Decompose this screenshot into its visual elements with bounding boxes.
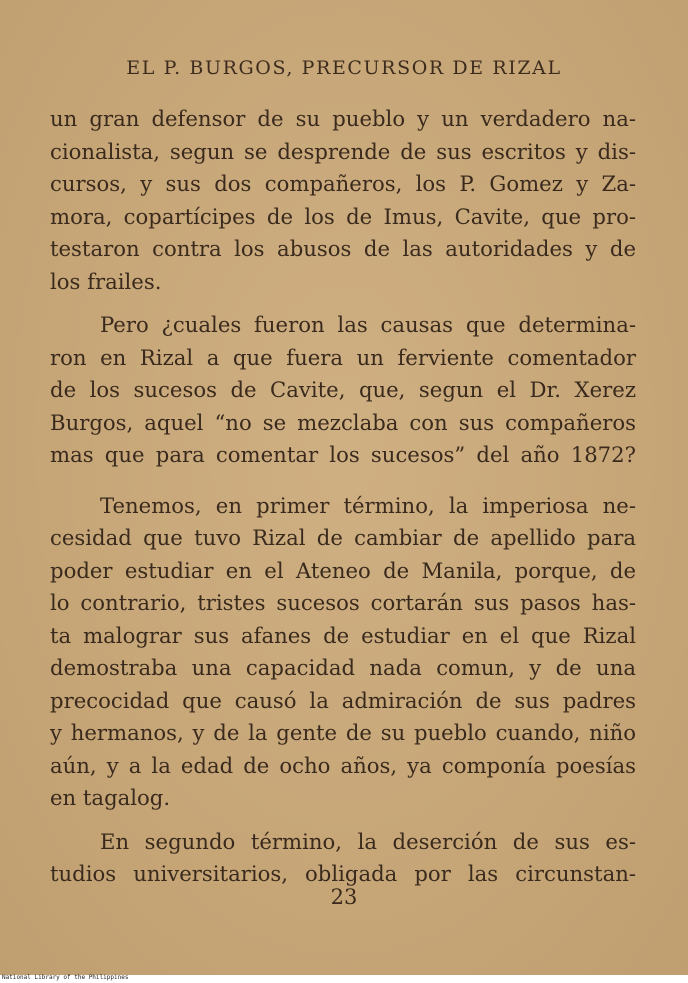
text-line: ta malograr sus afanes de estudiar en el que Rizal [50,622,636,648]
text-line: precocidad que causó la admiración de sus padres [50,687,636,713]
text-line: Burgos, aquel “no se mezclaba con sus compañeros [50,409,636,435]
text-line: de los sucesos de Cavite, que, segun el Dr. Xerez [50,377,636,402]
text-line: demostraba una capacidad nada comun, y de una [50,655,636,680]
footer-credit: National Library of the Philippines [2,974,129,981]
text-line: los frailes. [50,268,162,294]
text-line: un gran defensor de su pueblo y un verdadero na- [50,106,636,131]
text-line: tudios universitarios, obligada por las circunstan- [50,861,636,886]
text-line: en tagalog. [50,785,171,810]
text-line: y hermanos, y de la gente de su pueblo cuando, niño [50,720,636,745]
text-line: mas que para comentar los sucesos” del año 1872? [50,442,636,467]
paragraph [50,103,636,298]
text-line: lo contrario, tristes sucesos cortarán sus pasos has- [50,590,636,615]
page-number: 23 [330,885,358,909]
running-head: EL P. BURGOS, PRECURSOR DE RIZAL [126,57,562,79]
paragraph [50,490,636,815]
text-line: Pero ¿cuales fueron las causas que determina- [100,312,636,337]
paragraph [50,309,636,472]
text-line: poder estudiar en el Ateneo de Manila, porque, de [50,557,636,583]
paragraph [50,826,636,891]
text-line: cursos, y sus dos compañeros, los P. Gomez y Za- [50,171,636,196]
footer-strip [0,975,688,983]
text-line: En segundo término, la deserción de sus es- [100,828,636,854]
text-line: Tenemos, en primer término, la imperiosa ne- [100,492,636,518]
text-line: cionalista, segun se desprende de sus escritos y dis- [50,138,636,164]
text-line: cesidad que tuvo Rizal de cambiar de apellido para [50,525,636,550]
text-line: mora, copartícipes de los de Imus, Cavite, que pro- [50,203,636,229]
body-text [50,103,636,891]
text-line: aún, y a la edad de ocho años, ya componía poesías [50,752,636,778]
text-line: ron en Rizal a que fuera un ferviente comentador [50,344,636,370]
text-line: testaron contra los abusos de las autoridades y de [50,236,636,261]
